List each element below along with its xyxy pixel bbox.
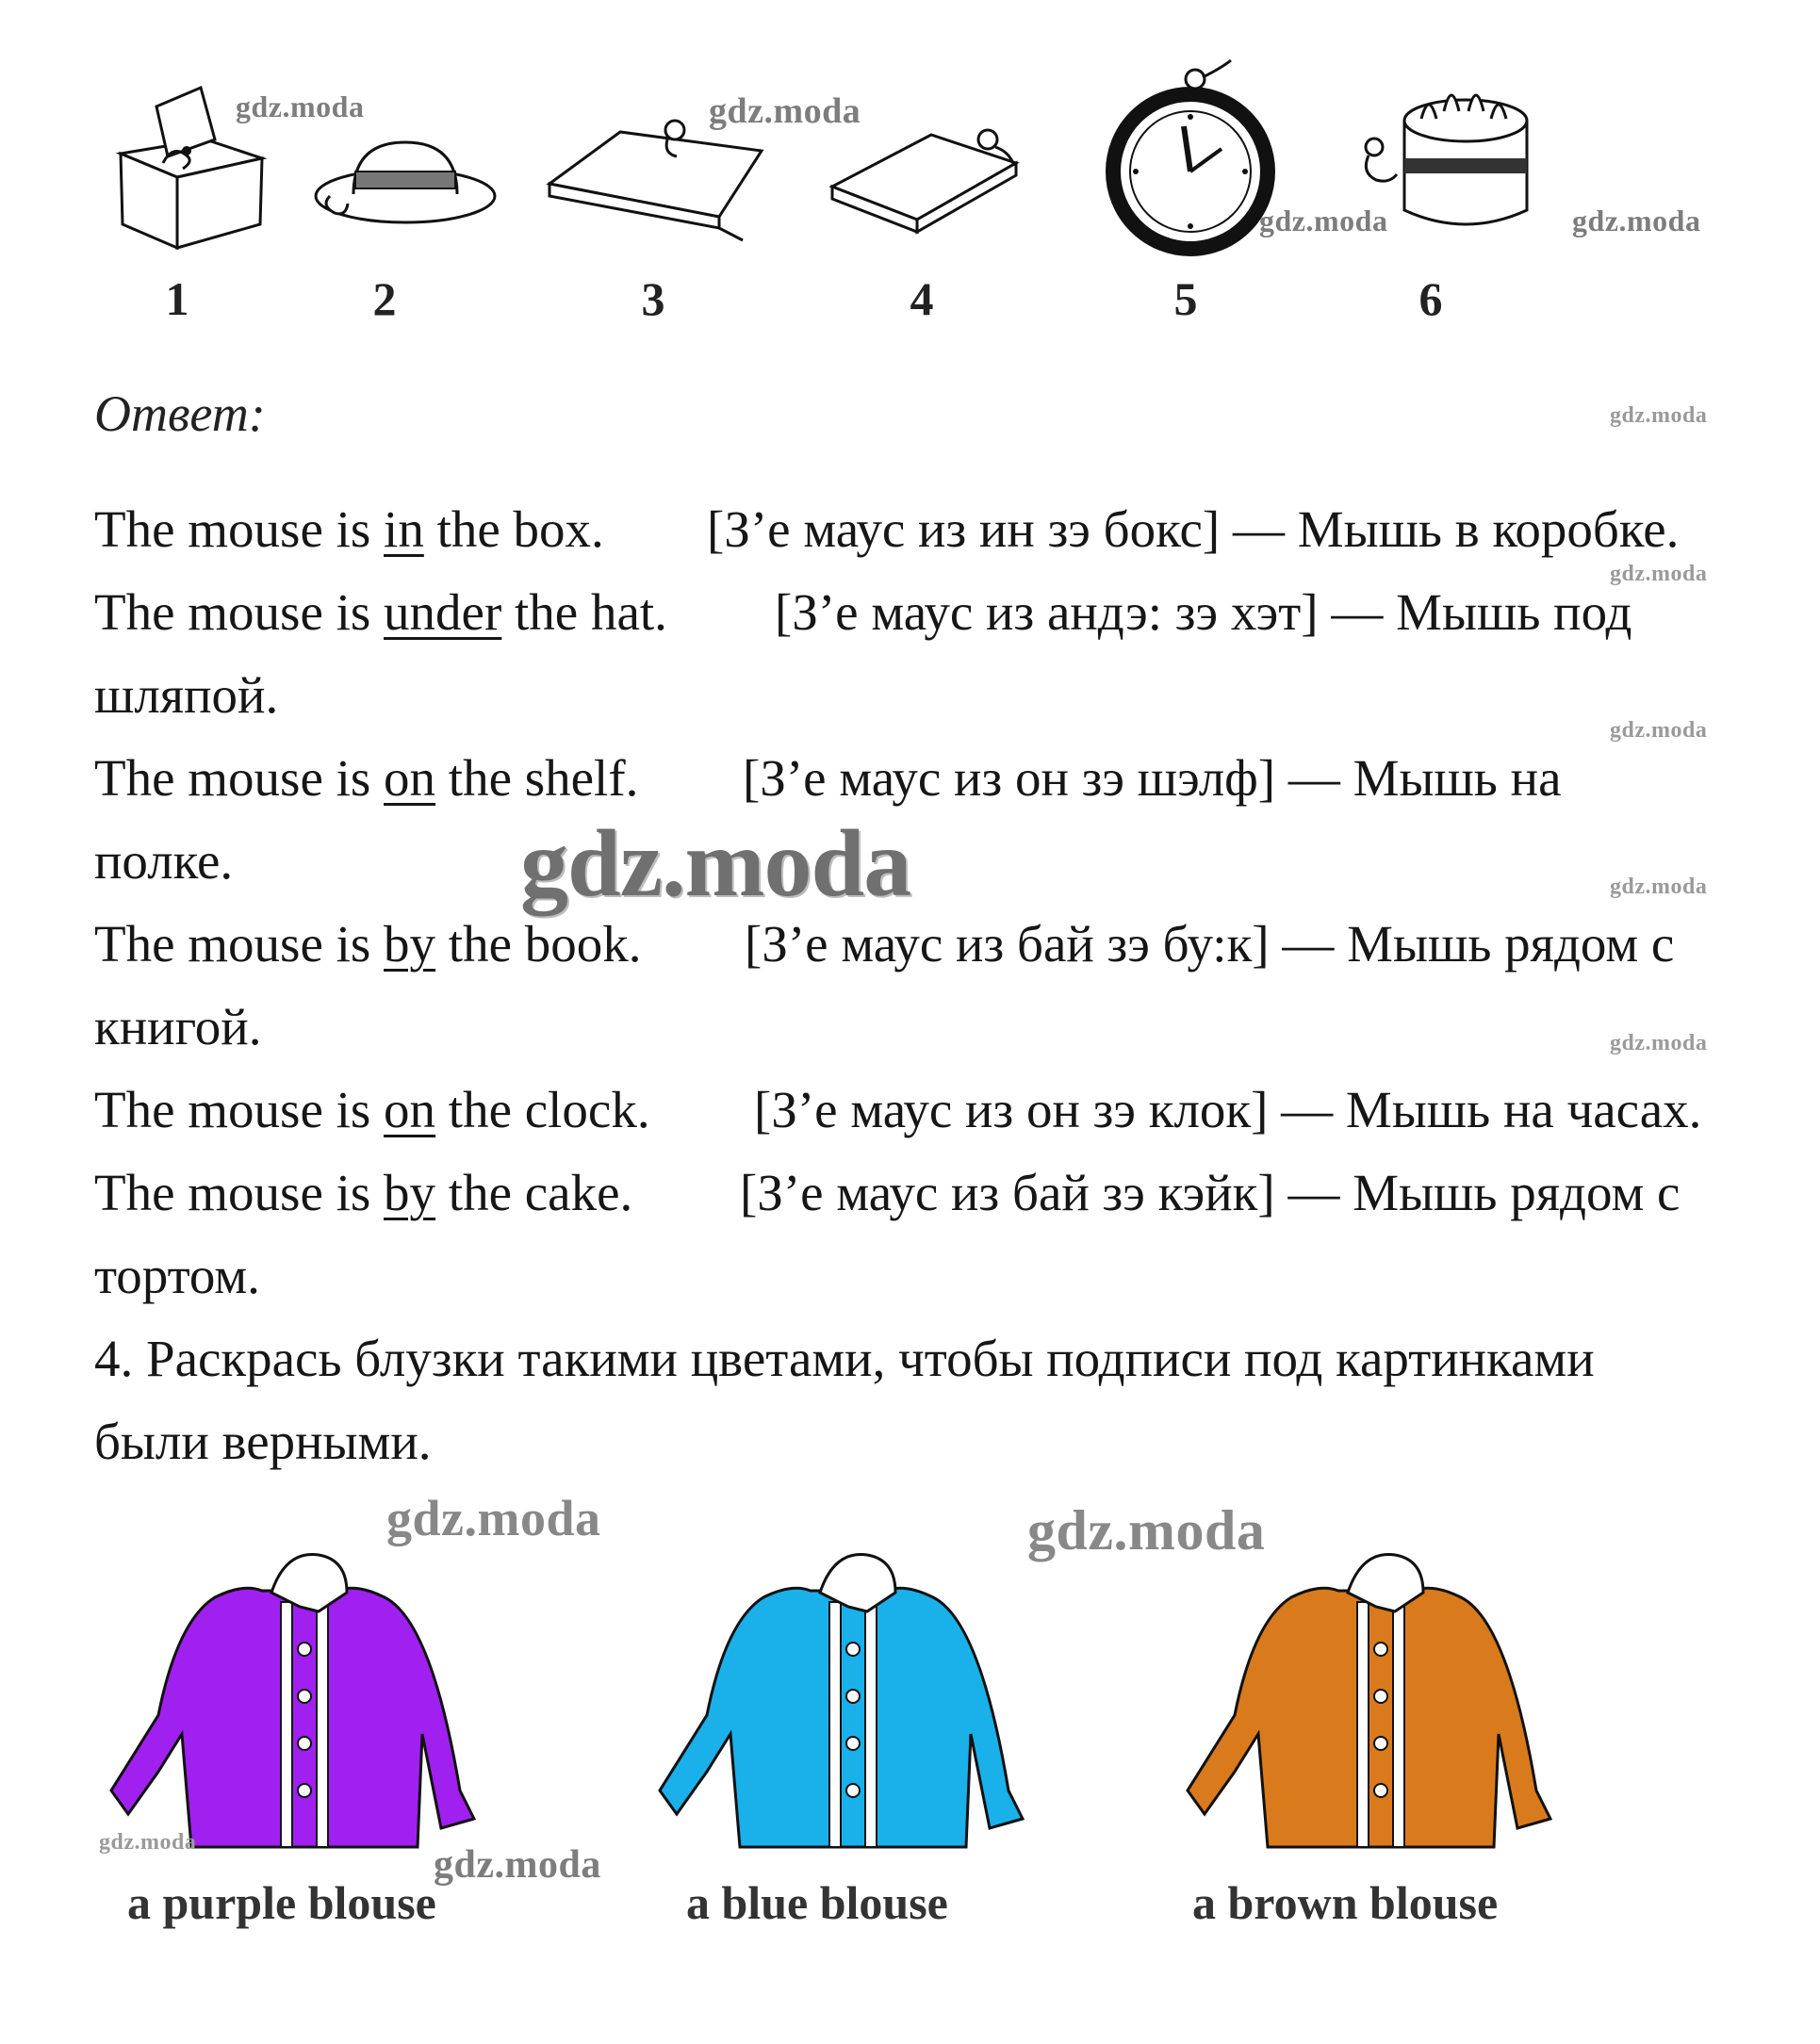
sentence-line <box>94 1069 1702 1152</box>
preposition: in <box>384 500 424 558</box>
blouse-caption: a blue blouse <box>686 1876 948 1929</box>
watermark: gdz.moda <box>1610 875 1708 899</box>
sentence-start: The mouse is <box>94 1164 385 1221</box>
sentence-start: The mouse is <box>94 500 385 558</box>
english-sentence <box>94 571 667 654</box>
sentence-line <box>94 737 1562 820</box>
translation-continuation: шляпой. <box>94 666 279 724</box>
transcription-translation: [З’е маус из ин зэ бокс] — Мышь в коробке. <box>707 500 1680 558</box>
answer-label: Ответ: <box>94 385 266 442</box>
english-sentence <box>94 488 604 571</box>
blue-blouse-picture <box>650 1545 1046 1861</box>
transcription-translation: [З’е маус из он зэ шэлф] — Мышь на <box>743 749 1562 807</box>
watermark: gdz.moda <box>520 810 911 917</box>
english-sentence <box>94 737 638 820</box>
sentence-end: the shelf. <box>435 749 639 807</box>
sentence-line <box>94 571 1632 654</box>
illustration-number: 6 <box>1418 272 1443 325</box>
blouse-caption: a brown blouse <box>1192 1876 1499 1929</box>
sentence-start: The mouse is <box>94 583 385 641</box>
watermark: gdz.moda <box>1610 403 1708 428</box>
clock-illustration <box>1101 58 1280 256</box>
sentence-end: the book. <box>435 915 642 973</box>
watermark: gdz.moda <box>1610 562 1708 586</box>
brown-blouse-picture <box>1178 1545 1574 1861</box>
hat-illustration <box>311 130 500 234</box>
transcription-translation: [З’е маус из он зэ клок] — Мышь на часах. <box>754 1081 1702 1138</box>
illustration-number: 4 <box>910 272 934 325</box>
task-4-line: были верными. <box>94 1413 432 1470</box>
watermark: gdz.moda <box>434 1843 601 1887</box>
english-sentence <box>94 1152 632 1235</box>
watermark: gdz.moda <box>1259 204 1388 237</box>
transcription-translation: [З’е маус из андэ: зэ хэт] — Мышь под <box>775 583 1632 641</box>
task-4-line: 4. Раскрась блузки такими цветами, чтобы подписи под картинками <box>94 1330 1595 1387</box>
watermark: gdz.moda <box>709 91 861 131</box>
sentence-end: the clock. <box>435 1081 650 1138</box>
translation-continuation: полке. <box>94 832 234 890</box>
preposition: under <box>384 583 502 641</box>
translation-continuation: тортом. <box>94 1247 260 1304</box>
sentence-end: the cake. <box>435 1164 633 1221</box>
illustration-number: 1 <box>165 272 189 325</box>
preposition: by <box>384 915 436 973</box>
watermark: gdz.moda <box>1610 718 1708 743</box>
preposition: on <box>384 1081 436 1138</box>
sentence-line <box>94 1152 1681 1235</box>
sentence-end: the box. <box>423 500 604 558</box>
purple-blouse-picture <box>102 1545 498 1861</box>
english-sentence <box>94 1069 650 1152</box>
sentence-end: the hat. <box>501 583 667 641</box>
transcription-translation: [З’е маус из бай зэ бу:к] — Мышь рядом с <box>745 915 1675 973</box>
illustration-number: 3 <box>641 272 665 325</box>
translation-continuation: книгой. <box>94 998 262 1055</box>
watermark: gdz.moda <box>1572 204 1701 237</box>
preposition: by <box>384 1164 436 1221</box>
watermark: gdz.moda <box>99 1830 197 1855</box>
sentence-line <box>94 488 1680 571</box>
illustration-number: 5 <box>1173 272 1198 325</box>
transcription-translation: [З’е маус из бай зэ кэйк] — Мышь рядом с <box>740 1164 1681 1221</box>
sentence-start: The mouse is <box>94 915 385 973</box>
watermark: gdz.moda <box>386 1490 601 1546</box>
blouse-caption: a purple blouse <box>127 1876 436 1929</box>
sentence-start: The mouse is <box>94 1081 385 1138</box>
sentence-start: The mouse is <box>94 749 385 807</box>
watermark: gdz.moda <box>236 90 365 123</box>
watermark: gdz.moda <box>1610 1031 1708 1055</box>
preposition: on <box>384 749 436 807</box>
illustration-number: 2 <box>372 272 397 325</box>
watermark: gdz.moda <box>1027 1499 1266 1562</box>
